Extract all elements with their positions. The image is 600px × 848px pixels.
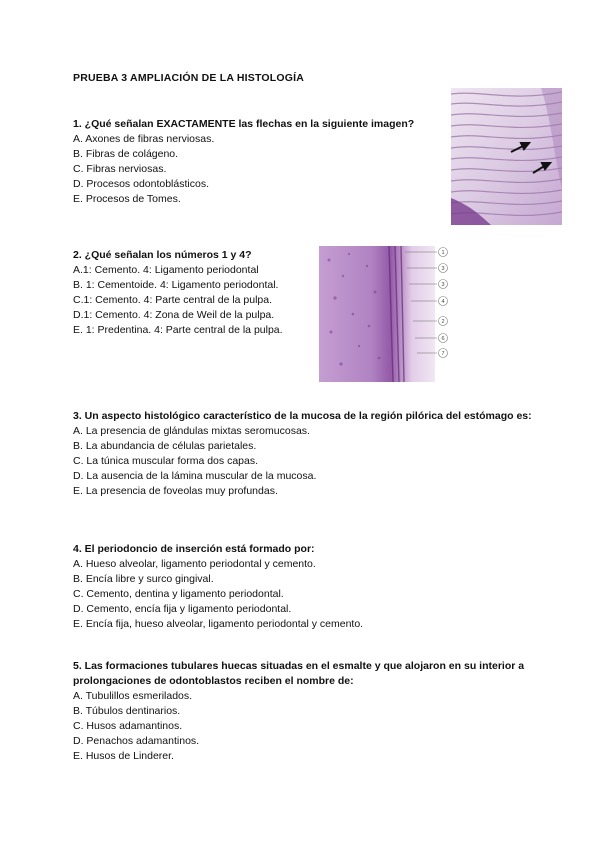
figure2-label: 1 [441, 250, 445, 256]
option-c: C. Cemento, dentina y ligamento periodontal. [73, 588, 284, 600]
figure2-label: 3 [441, 266, 445, 272]
question-4 [73, 542, 533, 632]
option-e: E. La presencia de foveolas muy profundas. [73, 485, 278, 497]
option-d: D. Penachos adamantinos. [73, 735, 200, 747]
option-a: A. Hueso alveolar, ligamento periodontal y cemento. [73, 558, 316, 570]
option-b: B. 1: Cementoide. 4: Ligamento periodontal. [73, 279, 279, 291]
option-c: C. La túnica muscular forma dos capas. [73, 455, 259, 467]
option-b: B. Fibras de colágeno. [73, 148, 179, 160]
figure2-label: 3 [441, 282, 445, 288]
option-c: C. Fibras nerviosas. [73, 163, 167, 175]
option-c: C. Husos adamantinos. [73, 720, 183, 732]
question-5 [73, 659, 533, 764]
figure2-label: 7 [441, 351, 445, 357]
option-b: B. Túbulos dentinarios. [73, 705, 181, 717]
figure2-labels [436, 246, 456, 366]
option-a: A. La presencia de glándulas mixtas seromucosas. [73, 425, 310, 437]
option-d: D. Procesos odontoblásticos. [73, 178, 209, 190]
option-b: B. Encía libre y surco gingival. [73, 573, 214, 585]
figure2-label: 2 [441, 319, 445, 325]
question-1 [73, 117, 453, 207]
question-stem: 4. El periodoncio de inserción está formado por: [73, 543, 315, 555]
option-a: A. Tubulillos esmerilados. [73, 690, 193, 702]
question-3 [73, 409, 533, 499]
option-e: E. Encía fija, hueso alveolar, ligamento periodontal y cemento. [73, 618, 364, 630]
option-b: B. La abundancia de células parietales. [73, 440, 257, 452]
option-d: D. Cemento, encía fija y ligamento periodontal. [73, 603, 292, 615]
option-d: D.1: Cemento. 4: Zona de Weil de la pulpa. [73, 309, 275, 321]
question-stem: 5. Las formaciones tubulares huecas situadas en el esmalte y que alojaron en su interior a prolongaciones de odontoblastos reciben el nombre de: [73, 660, 525, 687]
question-2 [73, 248, 313, 338]
option-e: E. 1: Predentina. 4: Parte central de la pulpa. [73, 324, 283, 336]
option-a: A. Axones de fibras nerviosas. [73, 133, 215, 145]
histology-image-tubules [451, 88, 562, 225]
option-a: A.1: Cemento. 4: Ligamento periodontal [73, 264, 259, 276]
question-stem: 3. Un aspecto histológico característico de la mucosa de la región pilórica del estómago es: [73, 410, 532, 422]
question-stem: 2. ¿Qué señalan los números 1 y 4? [73, 249, 252, 261]
option-d: D. La ausencia de la lámina muscular de la mucosa. [73, 470, 317, 482]
option-e: E. Husos de Linderer. [73, 750, 174, 762]
page-title: PRUEBA 3 AMPLIACIÓN DE LA HISTOLOGÍA [73, 72, 305, 84]
option-e: E. Procesos de Tomes. [73, 193, 181, 205]
histology-image-tooth-layers [319, 246, 455, 382]
figure2-label: 4 [441, 299, 445, 305]
question-stem: 1. ¿Qué señalan EXACTAMENTE las flechas en la siguiente imagen? [73, 118, 415, 130]
figure2-label: 6 [441, 336, 445, 342]
option-c: C.1: Cemento. 4: Parte central de la pulpa. [73, 294, 273, 306]
